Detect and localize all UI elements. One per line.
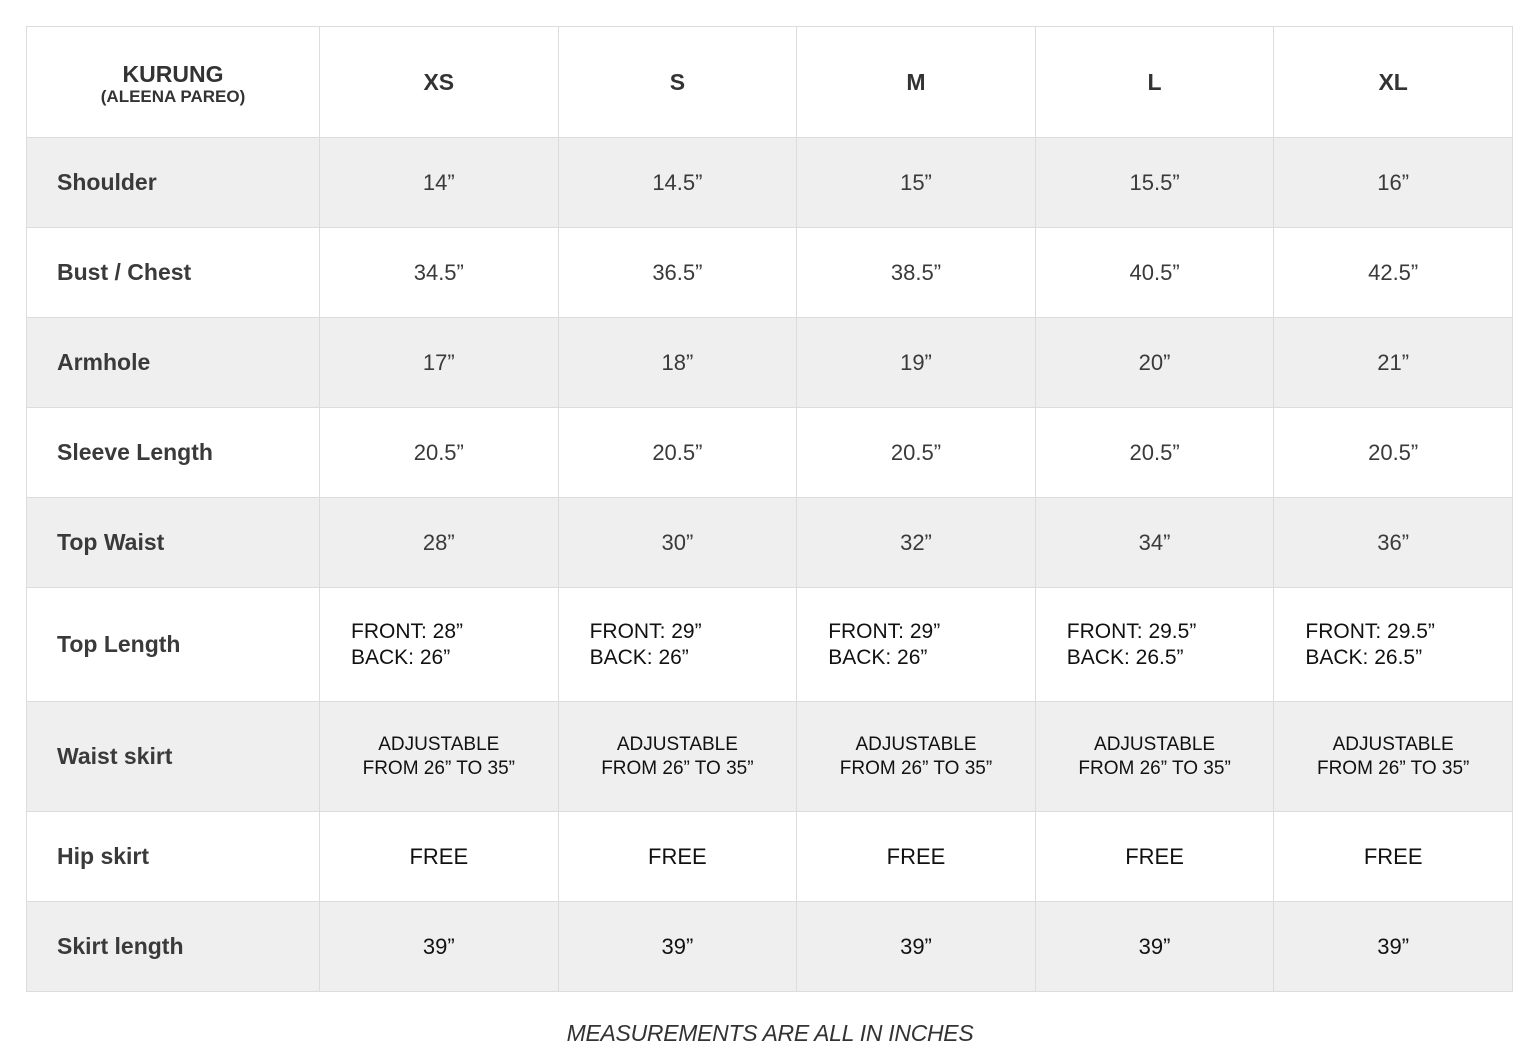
header-row [27,27,1513,138]
table-cell: 20.5” [320,408,559,498]
table-cell [1035,588,1274,702]
size-header-xs: XS [320,27,559,138]
table-cell: 30” [558,498,797,588]
front-length: FRONT: 29.5” [1066,619,1197,643]
table-cell: 20.5” [558,408,797,498]
table-cell: 15.5” [1035,138,1274,228]
table-cell [797,702,1036,812]
table-cell [1274,702,1513,812]
adjustable-label: ADJUSTABLE [378,733,500,755]
adjustable-label: ADJUSTABLE [1332,733,1454,755]
table-row [27,588,1513,702]
table-cell [797,588,1036,702]
table-cell: 36” [1274,498,1513,588]
size-chart-table [26,26,1513,992]
table-cell [1274,588,1513,702]
adjustable-range: FROM 26” TO 35” [1078,757,1231,779]
table-row [27,498,1513,588]
adjustable-range: FROM 26” TO 35” [362,757,515,779]
table-cell: 20.5” [1274,408,1513,498]
table-cell: 36.5” [558,228,797,318]
front-length: FRONT: 29.5” [1305,619,1435,643]
size-header-s: S [558,27,797,138]
table-cell [320,588,559,702]
table-row [27,902,1513,992]
adjustable-range: FROM 26” TO 35” [839,757,993,779]
size-header-m: M [797,27,1036,138]
row-label-skirt-length: Skirt length [27,902,320,992]
adjustable-range: FROM 26” TO 35” [601,757,754,779]
table-cell: FREE [558,812,797,902]
adjustable-range: FROM 26” TO 35” [1316,757,1470,779]
table-cell: 34.5” [320,228,559,318]
back-length: BACK: 26.5” [1305,645,1423,669]
row-label-sleeve-length: Sleeve Length [27,408,320,498]
table-cell: 19” [797,318,1036,408]
adjustable-label: ADJUSTABLE [616,733,738,755]
table-cell: FREE [320,812,559,902]
product-name: KURUNG [122,61,224,87]
front-length: FRONT: 29” [828,619,941,643]
adjustable-label: ADJUSTABLE [1094,733,1216,755]
table-cell: 38.5” [797,228,1036,318]
table-cell: 34” [1035,498,1274,588]
size-header-l: L [1035,27,1274,138]
table-cell: 39” [1274,902,1513,992]
table-cell [320,702,559,812]
row-label-hip-skirt: Hip skirt [27,812,320,902]
row-label-shoulder: Shoulder [27,138,320,228]
table-cell: 14.5” [558,138,797,228]
table-row [27,812,1513,902]
front-length: FRONT: 28” [351,619,464,643]
table-cell: 15” [797,138,1036,228]
row-label-bust-chest: Bust / Chest [27,228,320,318]
table-cell: 39” [320,902,559,992]
table-cell [558,702,797,812]
measurement-unit-note: MEASUREMENTS ARE ALL IN INCHES [566,1020,974,1046]
row-label-waist-skirt: Waist skirt [27,702,320,812]
table-cell: FREE [797,812,1036,902]
table-row [27,228,1513,318]
row-label-top-length: Top Length [27,588,320,702]
table-cell: 20” [1035,318,1274,408]
table-cell: 39” [558,902,797,992]
table-cell: 14” [320,138,559,228]
table-cell: 32” [797,498,1036,588]
table-cell: 39” [797,902,1036,992]
table-cell: 40.5” [1035,228,1274,318]
table-row [27,318,1513,408]
table-row [27,408,1513,498]
product-subtitle: (ALEENA PAREO) [100,87,246,106]
table-cell [558,588,797,702]
table-cell: 17” [320,318,559,408]
back-length: BACK: 26.5” [1066,645,1184,669]
table-cell: 18” [558,318,797,408]
table-cell: 16” [1274,138,1513,228]
row-label-armhole: Armhole [27,318,320,408]
size-header-xl: XL [1274,27,1513,138]
row-label-top-waist: Top Waist [27,498,320,588]
table-row [27,702,1513,812]
back-length: BACK: 26” [828,645,928,669]
table-row [27,138,1513,228]
table-cell: FREE [1274,812,1513,902]
table-cell: 42.5” [1274,228,1513,318]
back-length: BACK: 26” [351,645,451,669]
table-cell: 39” [1035,902,1274,992]
table-cell: 20.5” [797,408,1036,498]
table-cell: 20.5” [1035,408,1274,498]
product-header-cell [27,27,320,138]
table-cell [1035,702,1274,812]
table-cell: FREE [1035,812,1274,902]
front-length: FRONT: 29” [589,619,702,643]
back-length: BACK: 26” [589,645,689,669]
table-cell: 28” [320,498,559,588]
table-cell: 21” [1274,318,1513,408]
adjustable-label: ADJUSTABLE [855,733,977,755]
